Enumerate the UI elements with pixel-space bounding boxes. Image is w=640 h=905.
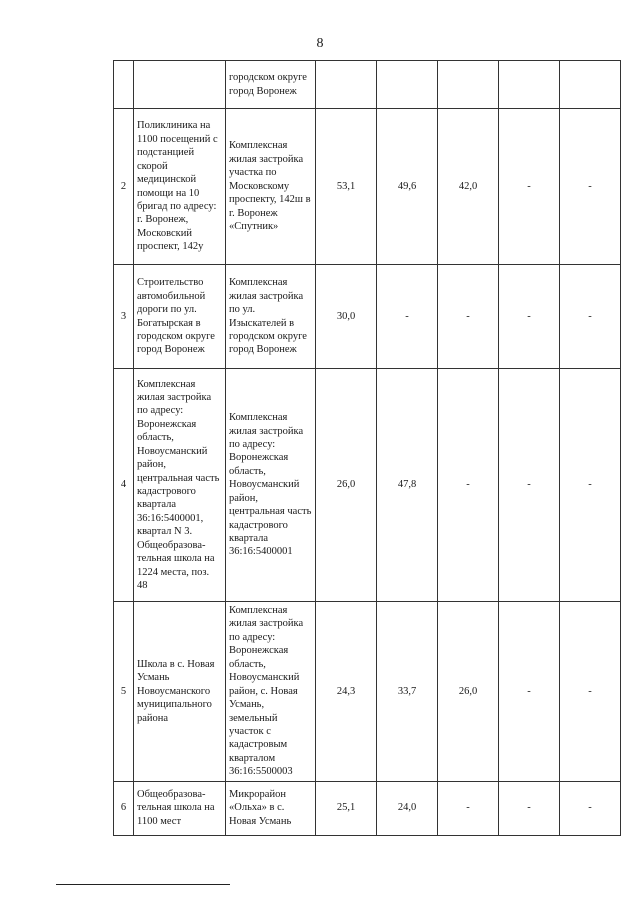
object-cell: Школа в с. Новая Усмань Новоусманского муниципального района	[134, 602, 226, 782]
row-number: 4	[114, 369, 134, 602]
table-row	[114, 61, 621, 109]
investment-objects-table	[113, 60, 621, 836]
row-number: 3	[114, 265, 134, 369]
table-row	[114, 369, 621, 602]
footnote-divider	[56, 884, 230, 885]
value-cell: 42,0	[438, 109, 499, 265]
value-cell	[499, 61, 560, 109]
object-cell: Строительство автомобильной дороги по ул. Богатырская в городском округе город Воронеж	[134, 265, 226, 369]
value-cell: -	[560, 602, 621, 782]
location-cell: Комплексная жилая застройка участка по Московскому проспекту, 142ш в г. Воронеж «Спутник»	[226, 109, 316, 265]
object-cell: Комплексная жилая застройка по адресу: Воронежская область, Новоусманский район, центральная часть кадастрового квартала 36:16:5400001, квартал N 3. Общеобразова-тельная школа на 1224 места, поз. 48	[134, 369, 226, 602]
row-number: 6	[114, 781, 134, 835]
value-cell: -	[560, 109, 621, 265]
value-cell	[316, 61, 377, 109]
value-cell: -	[560, 265, 621, 369]
location-cell: Комплексная жилая застройка по ул. Изыскателей в городском округе город Воронеж	[226, 265, 316, 369]
value-cell: -	[377, 265, 438, 369]
value-cell: 47,8	[377, 369, 438, 602]
value-cell: -	[499, 781, 560, 835]
location-cell: Комплексная жилая застройка по адресу: Воронежская область, Новоусманский район, с. Новая Усмань, земельный участок с кадастровым кварталом 36:16:5500003	[226, 602, 316, 782]
row-number: 2	[114, 109, 134, 265]
value-cell: -	[560, 369, 621, 602]
value-cell: -	[560, 781, 621, 835]
value-cell: -	[499, 602, 560, 782]
value-cell: 30,0	[316, 265, 377, 369]
value-cell: -	[499, 265, 560, 369]
value-cell: -	[499, 369, 560, 602]
value-cell: 24,0	[377, 781, 438, 835]
value-cell: -	[499, 109, 560, 265]
value-cell: -	[438, 369, 499, 602]
object-cell	[134, 61, 226, 109]
object-cell: Общеобразова-тельная школа на 1100 мест	[134, 781, 226, 835]
location-cell: Микрорайон «Ольха» в с. Новая Усмань	[226, 781, 316, 835]
table-row	[114, 602, 621, 782]
value-cell: 26,0	[438, 602, 499, 782]
value-cell: 53,1	[316, 109, 377, 265]
value-cell: 49,6	[377, 109, 438, 265]
value-cell: 24,3	[316, 602, 377, 782]
table-row	[114, 109, 621, 265]
value-cell: 25,1	[316, 781, 377, 835]
row-number	[114, 61, 134, 109]
page-number: 8	[316, 36, 324, 51]
location-cell: городском округе город Воронеж	[226, 61, 316, 109]
value-cell	[560, 61, 621, 109]
value-cell: 26,0	[316, 369, 377, 602]
table-row	[114, 781, 621, 835]
row-number: 5	[114, 602, 134, 782]
value-cell	[438, 61, 499, 109]
value-cell: -	[438, 265, 499, 369]
table-row	[114, 265, 621, 369]
value-cell	[377, 61, 438, 109]
location-cell: Комплексная жилая застройка по адресу: Воронежская область, Новоусманский район, центральная часть кадастрового квартала 36:16:5400001	[226, 369, 316, 602]
value-cell: -	[438, 781, 499, 835]
object-cell: Поликлиника на 1100 посещений с подстанцией скорой медицинской помощи на 10 бригад по адресу: г. Воронеж, Московский проспект, 142у	[134, 109, 226, 265]
value-cell: 33,7	[377, 602, 438, 782]
